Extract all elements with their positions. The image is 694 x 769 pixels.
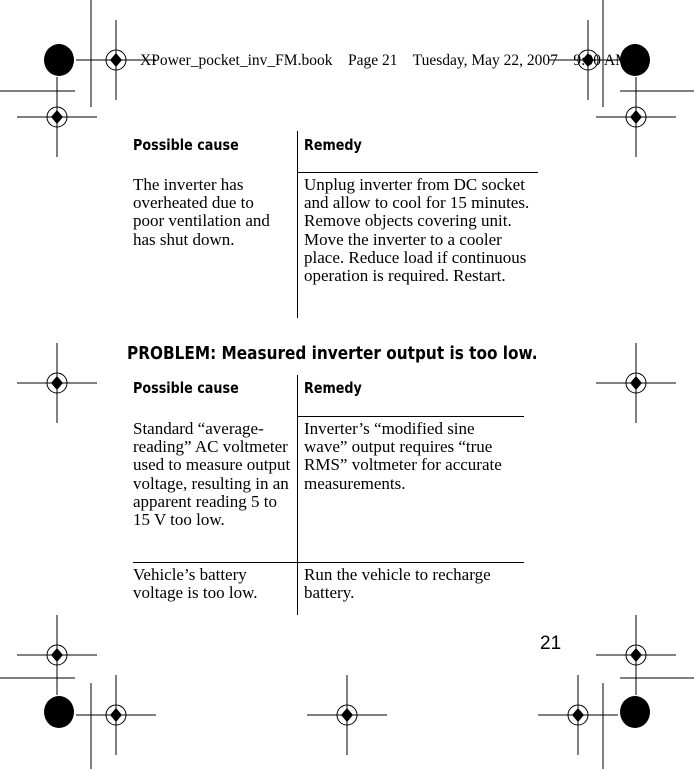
table1-header-cause: Possible cause [133,136,239,154]
table2-row2-remedy: Run the vehicle to recharge battery. [304,565,491,603]
table2-header-remedy: Remedy [304,379,362,397]
table2-row-rule [133,562,524,563]
table1-row-cause: The inverter has overheated due to poor ventilation and has shut down. [133,175,270,249]
table1-header-remedy: Remedy [304,136,362,154]
table1-header-rule [297,172,538,173]
table2-row1-cause: Standard “average-reading” AC voltmeter used to measure output voltage, resulting in an apparent reading 5 to 15 V too low. [133,419,291,530]
registration-mark-icon [17,77,97,157]
page-number: 21 [540,633,562,654]
registration-mark-icon [596,343,676,423]
table2-row1-remedy: Inverter’s “modified sine wave” output requires “true RMS” voltmeter for accurate measurements. [304,419,502,493]
registration-dot-icon [44,44,74,76]
registration-dot-icon [620,696,650,728]
registration-mark-icon [17,615,97,695]
table2-header-rule [297,416,524,417]
registration-dot-icon [44,696,74,728]
problem-heading: PROBLEM: Measured inverter output is too low. [127,343,538,364]
registration-mark-icon [17,343,97,423]
print-header: XPower_pocket_inv_FM.book Page 21 Tuesday, May 22, 2007 9:00 AM [140,52,629,69]
registration-mark-icon [596,615,676,695]
table1-row-remedy: Unplug inverter from DC socket and allow to cool for 15 minutes. Remove objects covering unit. Move the inverter to a cooler place. Reduce load if continuous operation is required. Restart. [304,175,530,286]
registration-mark-icon [596,77,676,157]
table2-header-cause: Possible cause [133,379,239,397]
table1-column-divider [297,131,298,318]
table2-column-divider [297,375,298,615]
table2-row2-cause: Vehicle’s battery voltage is too low. [133,565,258,603]
registration-mark-icon [307,675,387,755]
registration-mark-icon [538,675,618,755]
registration-mark-icon [76,675,156,755]
